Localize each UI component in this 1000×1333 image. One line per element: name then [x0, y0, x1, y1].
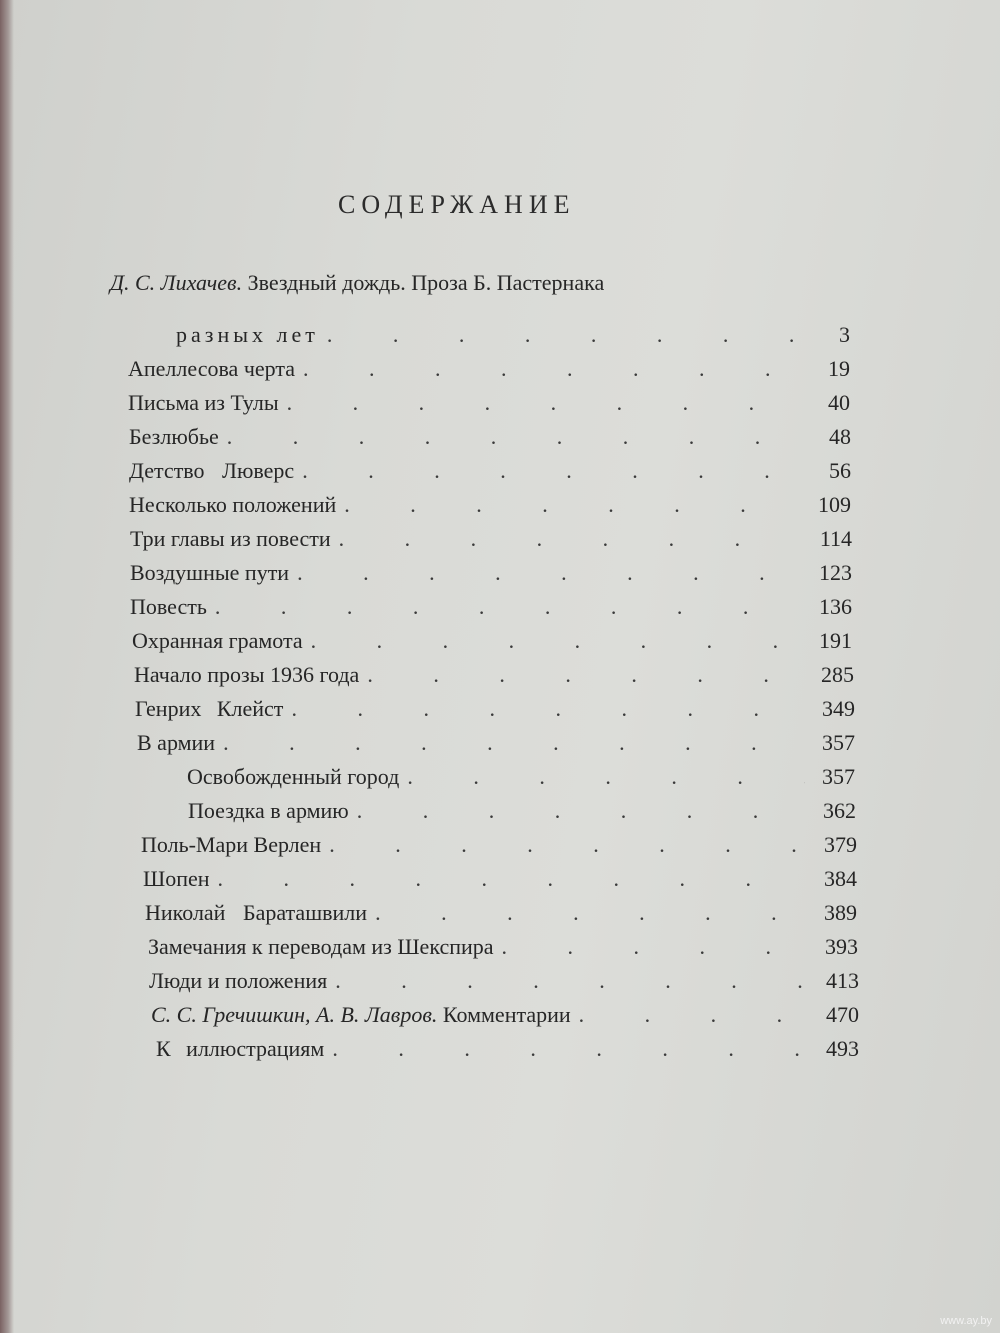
- toc-entry-page: 393: [825, 934, 858, 959]
- toc-entry-page: 3: [839, 322, 850, 347]
- toc-entry: [128, 386, 850, 420]
- toc-entry-page: 48: [829, 424, 851, 449]
- toc-entry-title: Генрих Клейст: [135, 696, 284, 721]
- toc-entry-page: 379: [824, 832, 857, 857]
- toc-entry-title: Люди и положения: [149, 968, 328, 993]
- toc-entry-title: Поль-Мари Верлен: [141, 832, 322, 857]
- toc-leader-dots: [331, 522, 802, 556]
- toc-entry-title: Николай Бараташвили: [145, 900, 368, 925]
- page-edge: [0, 0, 14, 1333]
- toc-entry-title: Звездный дождь. Проза Б. Пастернака: [247, 270, 605, 295]
- toc-entry-title: Апеллесова черта: [128, 356, 296, 381]
- toc-leader-dots: [324, 1032, 809, 1066]
- toc-leader-dots: [215, 726, 805, 760]
- toc-leader-dots: [294, 454, 801, 488]
- toc-entry-page: 191: [819, 628, 852, 653]
- toc-entry: [141, 828, 857, 862]
- toc-entry-page: 413: [826, 968, 859, 993]
- page-title: СОДЕРЖАНИЕ: [338, 190, 576, 219]
- toc-entry-page: 40: [828, 390, 850, 415]
- toc-entry-page: 493: [826, 1036, 859, 1061]
- toc-entry-page: 357: [822, 764, 855, 789]
- toc-entry-author: С. С. Гречишкин, А. В. Лавров.: [151, 1002, 438, 1027]
- toc-leader-dots: [219, 420, 801, 454]
- toc-entry-title: Воздушные пути: [130, 560, 290, 585]
- toc-leader-dots: [210, 862, 807, 896]
- toc-entry: [129, 454, 851, 488]
- toc-entry: [176, 318, 850, 352]
- toc-entry-page: 470: [826, 1002, 859, 1027]
- toc-entry: [132, 624, 852, 658]
- toc-entry: [134, 658, 854, 692]
- toc-entry-page: 56: [829, 458, 851, 483]
- toc-entry-title: Охранная грамота: [132, 628, 303, 653]
- toc-entry: [148, 930, 858, 964]
- toc-entry-page: 123: [819, 560, 852, 585]
- toc-leader-dots: [336, 488, 801, 522]
- toc-entry-title: Повесть: [130, 594, 207, 619]
- toc-entry-title: К иллюстрациям: [156, 1036, 325, 1061]
- toc-entry-page: 357: [822, 730, 855, 755]
- toc-entry-title: В армии: [137, 730, 216, 755]
- toc-entry-page: 114: [819, 526, 852, 551]
- toc-entry-page: 389: [824, 900, 857, 925]
- toc-entry: [130, 556, 852, 590]
- toc-entry-page: 384: [824, 866, 857, 891]
- toc-leader-dots: [359, 658, 804, 692]
- toc-entry-page: 285: [821, 662, 854, 687]
- toc-entry: [135, 692, 855, 726]
- toc-subentry: [188, 794, 856, 828]
- toc-entry-title: Несколько положений: [129, 492, 337, 517]
- toc-leader-dots: [207, 590, 802, 624]
- toc-leader-dots: [321, 828, 807, 862]
- toc-entry: [137, 726, 855, 760]
- toc-entry: [110, 266, 810, 300]
- toc-entry-page: 19: [828, 356, 850, 381]
- toc-entry-title: Поездка в армию: [188, 798, 349, 823]
- toc-entry-title: Освобожденный город: [187, 764, 400, 789]
- toc-entry: [128, 352, 850, 386]
- toc-entry: [129, 488, 851, 522]
- toc-leader-dots: [283, 692, 805, 726]
- toc-entry: [143, 862, 857, 896]
- toc-entry: [156, 1032, 859, 1066]
- toc-entry: [130, 590, 852, 624]
- toc-entry-label: [110, 266, 604, 300]
- toc-leader-dots: [295, 352, 800, 386]
- toc-entry: [145, 896, 857, 930]
- toc-entry-page: 109: [818, 492, 851, 517]
- toc-entry-page: 136: [819, 594, 852, 619]
- watermark: www.ay.by: [940, 1315, 992, 1327]
- toc-entry: [151, 998, 859, 1032]
- toc-leader-dots: [571, 998, 809, 1032]
- toc-entry-title: Замечания к переводам из Шекспира: [148, 934, 494, 959]
- toc-entry-page: 349: [822, 696, 855, 721]
- toc-entry-title: Шопен: [143, 866, 210, 891]
- toc-entry-label: [151, 998, 571, 1032]
- toc-entry-author: Д. С. Лихачев.: [110, 270, 243, 295]
- toc-entry-title: Три главы из повести: [130, 526, 331, 551]
- toc-entry-page: 362: [823, 798, 856, 823]
- toc-entry: [130, 522, 852, 556]
- toc-leader-dots: [367, 896, 807, 930]
- toc-entry-title: Начало прозы 1936 года: [134, 662, 360, 687]
- toc-leader-dots: [494, 930, 808, 964]
- toc-leader-dots: [279, 386, 800, 420]
- toc-leader-dots: [349, 794, 806, 828]
- toc-subentry: [187, 760, 855, 794]
- toc-leader-dots: [319, 318, 800, 352]
- toc-entry: [149, 964, 859, 998]
- toc-leader-dots: [327, 964, 809, 998]
- toc-leader-dots: [399, 760, 805, 794]
- toc-entry: [129, 420, 851, 454]
- toc-entry-title: Безлюбье: [129, 424, 219, 449]
- toc-entry-title: Комментарии: [442, 1002, 571, 1027]
- toc-entry-title: Детство Люверс: [129, 458, 295, 483]
- toc-entry-title: Письма из Тулы: [128, 390, 279, 415]
- toc-leader-dots: [303, 624, 802, 658]
- toc-entry-title: разных лет: [176, 322, 319, 347]
- toc-leader-dots: [289, 556, 802, 590]
